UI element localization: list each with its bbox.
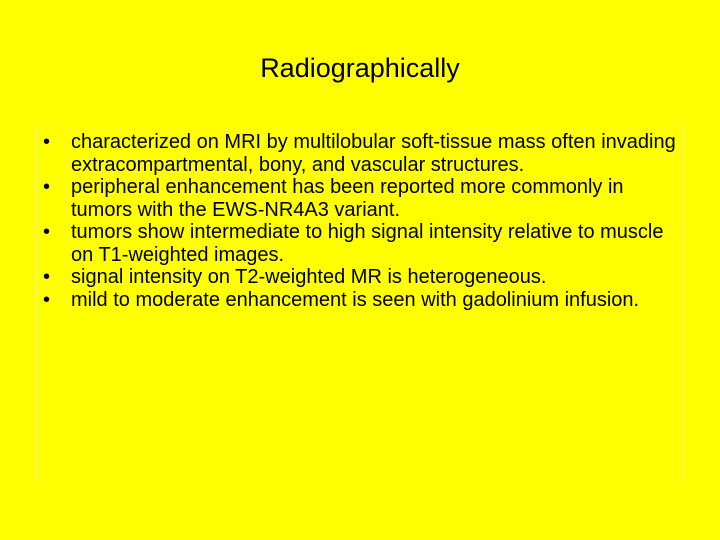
bullet-text: peripheral enhancement has been reported more commonly in tumors with the EWS-NR4A3 variant. — [71, 176, 624, 221]
bullet-text: tumors show intermediate to high signal intensity relative to muscle on T1-weighted images. — [71, 221, 664, 266]
bullet-item — [43, 176, 679, 221]
bullet-marker: • — [43, 221, 51, 243]
bullet-marker: • — [43, 131, 51, 153]
bullet-text: characterized on MRI by multilobular soft-tissue mass often invading extracompartmental, bony, and vascular structures. — [71, 131, 676, 176]
bullet-marker: • — [43, 176, 51, 198]
bullet-list — [43, 131, 679, 311]
slide-title: Radiographically — [260, 53, 460, 83]
bullet-item — [43, 289, 679, 312]
bullet-marker: • — [43, 266, 51, 288]
bullet-item — [43, 266, 679, 289]
bullet-item — [43, 131, 679, 176]
bullet-text: mild to moderate enhancement is seen with gadolinium infusion. — [71, 288, 640, 311]
bullet-marker: • — [43, 288, 51, 311]
content-box — [36, 125, 684, 482]
bullet-item — [43, 221, 679, 266]
bullet-text: signal intensity on T2-weighted MR is heterogeneous. — [71, 266, 547, 288]
